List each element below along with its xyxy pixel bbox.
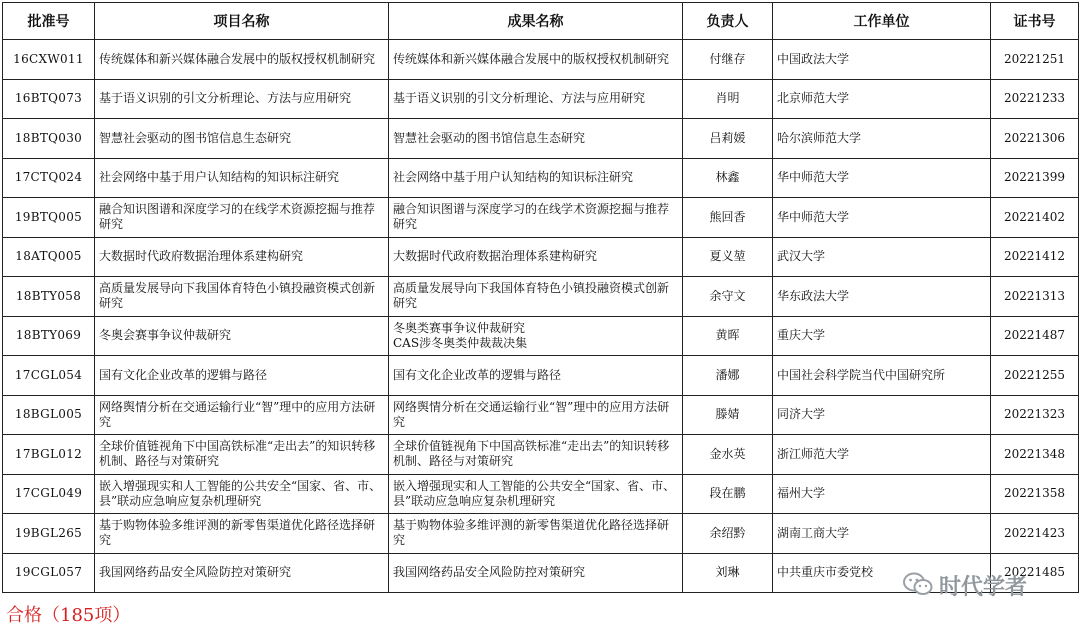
header-principal-investigator: 负责人 (683, 3, 773, 40)
result-name-text: 国有文化企业改革的逻辑与路径 (393, 367, 562, 382)
project-name-text: 嵌入增强现实和人工智能的公共安全“国家、省、市、县”联动应急响应复杂机理研究 (99, 478, 382, 508)
certificate-number-cell: 20221423 (991, 514, 1079, 554)
result-name-text: 高质量发展导向下我国体育特色小镇投融资模式创新研究 (393, 281, 670, 311)
project-name-text: 我国网络药品安全风险防控对策研究 (99, 565, 292, 580)
approval-number-cell: 19BGL265 (3, 514, 95, 554)
approval-number-cell: 18BTY058 (3, 277, 95, 317)
approval-number-cell: 17CGL054 (3, 356, 95, 396)
project-name-cell (95, 474, 389, 514)
certificate-number-cell: 20221251 (991, 40, 1079, 80)
work-unit-cell: 哈尔滨师范大学 (773, 119, 991, 159)
header-certificate-number: 证书号 (991, 3, 1079, 40)
result-name-text: 全球价值链视角下中国高铁标准“走出去”的知识转移机制、路径与对策研究 (393, 439, 670, 469)
principal-investigator-cell: 黄晖 (683, 316, 773, 356)
result-name-text: 融合知识图谱与深度学习的在线学术资源挖掘与推荐研究 (393, 202, 670, 232)
table-row (3, 198, 1079, 238)
result-name-cell (389, 198, 683, 238)
project-name-cell (95, 198, 389, 238)
table-row (3, 474, 1079, 514)
approval-number-cell: 18ATQ005 (3, 237, 95, 277)
project-name-cell (95, 356, 389, 396)
result-name-text: 我国网络药品安全风险防控对策研究 (393, 565, 586, 580)
certificate-number-cell: 20221255 (991, 356, 1079, 396)
result-name-cell (389, 119, 683, 159)
project-name-cell (95, 79, 389, 119)
project-name-cell (95, 395, 389, 435)
watermark-text: 时代学者 (939, 575, 1028, 600)
principal-investigator-cell: 付继存 (683, 40, 773, 80)
result-name-text: 社会网络中基于用户认知结构的知识标注研究 (393, 170, 634, 185)
principal-investigator-cell: 刘琳 (683, 553, 773, 593)
project-name-text: 全球价值链视角下中国高铁标准“走出去”的知识转移机制、路径与对策研究 (99, 439, 376, 469)
result-name-text: 智慧社会驱动的图书馆信息生态研究 (393, 130, 586, 145)
principal-investigator-cell: 肖明 (683, 79, 773, 119)
certificate-number-cell: 20221399 (991, 158, 1079, 198)
principal-investigator-cell: 夏义堃 (683, 237, 773, 277)
certificate-number-cell: 20221485 (991, 553, 1079, 593)
work-unit-cell: 华东政法大学 (773, 277, 991, 317)
principal-investigator-cell: 余守文 (683, 277, 773, 317)
project-name-text: 智慧社会驱动的图书馆信息生态研究 (99, 130, 292, 145)
certificate-number-cell: 20221233 (991, 79, 1079, 119)
table-header-row (3, 3, 1079, 40)
project-name-text: 冬奥会赛事争议仲裁研究 (99, 328, 232, 343)
table-row (3, 119, 1079, 159)
principal-investigator-cell: 林鑫 (683, 158, 773, 198)
result-name-text: 基于语义识别的引文分析理论、方法与应用研究 (393, 91, 646, 106)
principal-investigator-cell: 段在鹏 (683, 474, 773, 514)
result-name-text: 网络舆情分析在交通运输行业“智”理中的应用方法研究 (393, 399, 670, 429)
principal-investigator-cell: 潘娜 (683, 356, 773, 396)
work-unit-cell: 中国社会科学院当代中国研究所 (773, 356, 991, 396)
project-name-text: 社会网络中基于用户认知结构的知识标注研究 (99, 170, 340, 185)
work-unit-cell: 中国政法大学 (773, 40, 991, 80)
table-row (3, 158, 1079, 198)
work-unit-cell: 同济大学 (773, 395, 991, 435)
work-unit-cell: 福州大学 (773, 474, 991, 514)
principal-investigator-cell: 熊回香 (683, 198, 773, 238)
table-row (3, 277, 1079, 317)
project-name-cell (95, 316, 389, 356)
result-name-cell (389, 514, 683, 554)
project-name-text: 传统媒体和新兴媒体融合发展中的版权授权机制研究 (99, 51, 376, 66)
result-name-text: 传统媒体和新兴媒体融合发展中的版权授权机制研究 (393, 51, 670, 66)
project-name-text: 大数据时代政府数据治理体系建构研究 (99, 249, 304, 264)
watermark (903, 570, 1027, 601)
project-name-text: 高质量发展导向下我国体育特色小镇投融资模式创新研究 (99, 281, 376, 311)
certificate-number-cell: 20221306 (991, 119, 1079, 159)
result-name-cell (389, 79, 683, 119)
certificate-number-cell: 20221487 (991, 316, 1079, 356)
approval-number-cell: 16CXW011 (3, 40, 95, 80)
project-name-text: 基于语义识别的引文分析理论、方法与应用研究 (99, 91, 352, 106)
result-name-text: 基于购物体验多维评测的新零售渠道优化路径选择研究 (393, 518, 670, 548)
result-name-cell (389, 316, 683, 356)
result-name-cell (389, 435, 683, 475)
principal-investigator-cell: 余绍黔 (683, 514, 773, 554)
approval-number-cell: 18BTQ030 (3, 119, 95, 159)
approval-number-cell: 19CGL057 (3, 553, 95, 593)
work-unit-cell: 武汉大学 (773, 237, 991, 277)
result-name-cell (389, 356, 683, 396)
certificate-number-cell: 20221348 (991, 435, 1079, 475)
principal-investigator-cell: 滕婧 (683, 395, 773, 435)
certificate-number-cell: 20221323 (991, 395, 1079, 435)
approval-number-cell: 17CTQ024 (3, 158, 95, 198)
result-name-cell (389, 237, 683, 277)
project-name-cell (95, 553, 389, 593)
project-name-cell (95, 435, 389, 475)
qualified-count-label: 合格（185项） (6, 605, 131, 626)
results-table (2, 2, 1079, 593)
project-name-text: 融合知识图谱和深度学习的在线学术资源挖掘与推荐研究 (99, 202, 376, 232)
result-name-cell (389, 553, 683, 593)
certificate-number-cell: 20221313 (991, 277, 1079, 317)
principal-investigator-cell: 金水英 (683, 435, 773, 475)
result-name-cell (389, 277, 683, 317)
table-row (3, 40, 1079, 80)
certificate-number-cell: 20221358 (991, 474, 1079, 514)
project-name-text: 国有文化企业改革的逻辑与路径 (99, 367, 268, 382)
approval-number-cell: 17BGL012 (3, 435, 95, 475)
result-name-cell (389, 395, 683, 435)
table-row (3, 514, 1079, 554)
work-unit-cell: 中共重庆市委党校 (773, 553, 991, 593)
result-name-cell (389, 40, 683, 80)
project-name-cell (95, 514, 389, 554)
table-row (3, 435, 1079, 475)
work-unit-cell: 华中师范大学 (773, 198, 991, 238)
result-name-cell (389, 158, 683, 198)
table-row (3, 356, 1079, 396)
project-name-cell (95, 119, 389, 159)
table-row (3, 316, 1079, 356)
work-unit-cell: 重庆大学 (773, 316, 991, 356)
project-name-cell (95, 40, 389, 80)
project-name-cell (95, 237, 389, 277)
approval-number-cell: 18BTY069 (3, 316, 95, 356)
project-name-cell (95, 277, 389, 317)
wechat-bubbles-icon (903, 571, 933, 601)
header-approval-number: 批准号 (3, 3, 95, 40)
project-name-cell (95, 158, 389, 198)
project-name-text: 基于购物体验多维评测的新零售渠道优化路径选择研究 (99, 518, 376, 548)
approval-number-cell: 17CGL049 (3, 474, 95, 514)
work-unit-cell: 湖南工商大学 (773, 514, 991, 554)
approval-number-cell: 16BTQ073 (3, 79, 95, 119)
header-result-name: 成果名称 (389, 3, 683, 40)
work-unit-cell: 北京师范大学 (773, 79, 991, 119)
certificate-number-cell: 20221402 (991, 198, 1079, 238)
header-work-unit: 工作单位 (773, 3, 991, 40)
result-name-text: 大数据时代政府数据治理体系建构研究 (393, 249, 598, 264)
table-row (3, 237, 1079, 277)
project-name-text: 网络舆情分析在交通运输行业“智”理中的应用方法研究 (99, 399, 376, 429)
result-name-text: 嵌入增强现实和人工智能的公共安全“国家、省、市、县”联动应急响应复杂机理研究 (393, 478, 676, 508)
principal-investigator-cell: 吕莉媛 (683, 119, 773, 159)
result-name-cell (389, 474, 683, 514)
table-row (3, 79, 1079, 119)
approval-number-cell: 19BTQ005 (3, 198, 95, 238)
approval-number-cell: 18BGL005 (3, 395, 95, 435)
certificate-number-cell: 20221412 (991, 237, 1079, 277)
work-unit-cell: 浙江师范大学 (773, 435, 991, 475)
work-unit-cell: 华中师范大学 (773, 158, 991, 198)
result-name-text: 冬奥类赛事争议仲裁研究 CAS涉冬奥类仲裁裁决集 (393, 320, 528, 350)
table-row (3, 395, 1079, 435)
header-project-name: 项目名称 (95, 3, 389, 40)
